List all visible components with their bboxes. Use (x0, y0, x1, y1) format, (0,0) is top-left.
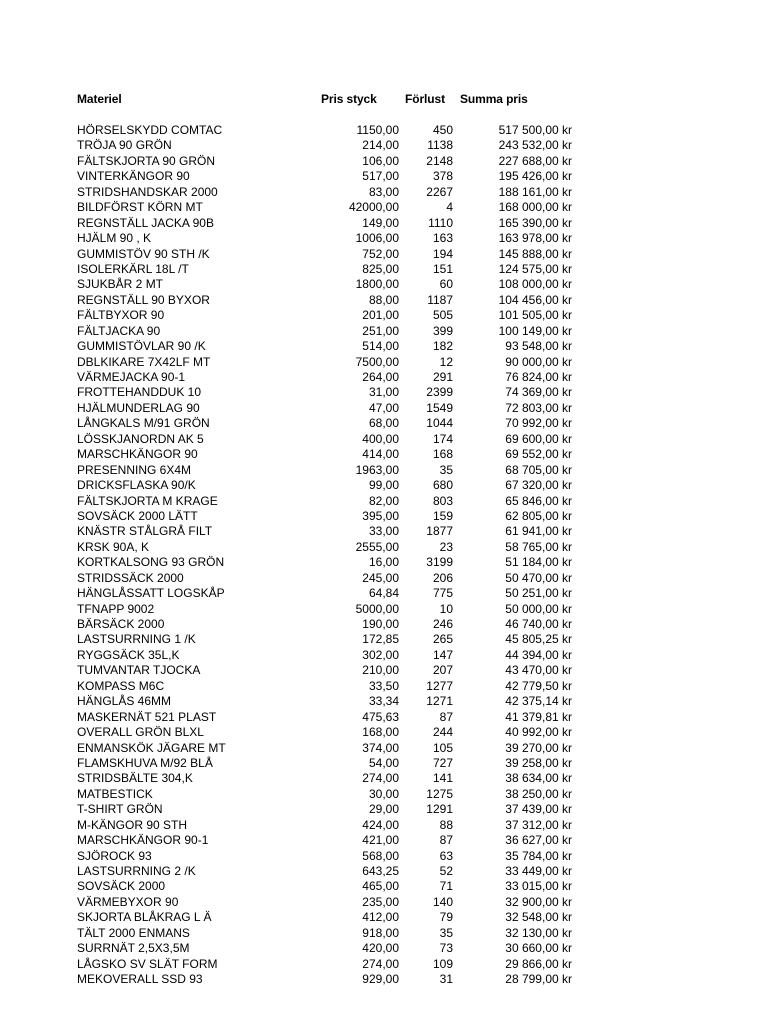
table-row (0, 293, 768, 308)
summa-pris-cell: 42 779,50 kr (505, 678, 572, 693)
materiel-cell: RYGGSÄCK 35L,K (77, 647, 180, 662)
forlust-cell: 151 (432, 261, 453, 276)
pris-styck-cell: 7500,00 (355, 354, 399, 369)
table-row (0, 154, 768, 169)
materiel-cell: LASTSURRNING 1 /K (77, 632, 196, 647)
materiel-cell: M-KÄNGOR 90 STH (77, 817, 188, 832)
pris-styck-cell: 33,34 (368, 694, 399, 709)
pris-styck-cell: 918,00 (362, 925, 399, 940)
summa-pris-cell: 39 270,00 kr (505, 740, 572, 755)
materiel-cell: TFNAPP 9002 (77, 601, 155, 616)
summa-pris-cell: 62 805,00 kr (505, 508, 572, 523)
materiel-cell: HÄNGLÅSSATT LOGSKÅP (77, 586, 225, 601)
forlust-cell: 291 (432, 370, 453, 384)
pris-styck-cell: 517,00 (362, 169, 399, 184)
pris-styck-cell: 475,63 (362, 709, 399, 724)
pris-styck-cell: 420,00 (362, 941, 399, 956)
materiel-cell: T-SHIRT GRÖN (77, 802, 163, 817)
materiel-cell: STRIDSBÄLTE 304,K (77, 771, 193, 786)
materiel-cell: HÖRSELSKYDD COMTAC (77, 123, 223, 137)
pris-styck-cell: 1006,00 (355, 231, 399, 246)
pris-styck-cell: 16,00 (368, 555, 399, 570)
pris-styck-cell: 421,00 (362, 833, 399, 848)
summa-pris-cell: 30 660,00 kr (505, 941, 572, 956)
summa-pris-cell: 43 470,00 kr (505, 663, 572, 678)
summa-pris-cell: 65 846,00 kr (505, 493, 572, 508)
summa-pris-cell: 44 394,00 kr (505, 647, 572, 662)
materiel-cell: PRESENNING 6X4M (77, 462, 192, 477)
summa-pris-cell: 93 548,00 kr (505, 339, 572, 354)
pris-styck-cell: 210,00 (362, 663, 399, 678)
table-row (0, 432, 768, 447)
table-row (0, 771, 768, 786)
table-row (0, 895, 768, 910)
pris-styck-cell: 33,50 (368, 678, 399, 693)
pris-styck-cell: 201,00 (362, 308, 399, 323)
table-row (0, 617, 768, 632)
materiel-cell: VÄRMEJACKA 90-1 (77, 370, 186, 384)
summa-pris-cell: 168 000,00 kr (498, 200, 572, 215)
pris-styck-cell: 400,00 (362, 431, 399, 446)
summa-pris-cell: 35 784,00 kr (505, 848, 572, 863)
pris-styck-cell: 412,00 (362, 910, 399, 925)
forlust-cell: 194 (432, 246, 453, 261)
pris-styck-cell: 106,00 (362, 153, 399, 168)
forlust-cell: 1138 (427, 138, 453, 153)
materiel-cell: MEKOVERALL SSD 93 (77, 972, 203, 987)
summa-pris-cell: 165 390,00 kr (498, 215, 572, 230)
table-row (0, 555, 768, 570)
forlust-cell: 265 (432, 632, 453, 647)
materiel-cell: KORTKALSONG 93 GRÖN (77, 555, 225, 570)
table-row (0, 463, 768, 478)
forlust-cell: 105 (432, 740, 453, 755)
table-row (0, 741, 768, 756)
summa-pris-cell: 29 866,00 kr (505, 956, 572, 971)
forlust-cell: 147 (432, 647, 453, 662)
forlust-cell: 168 (432, 447, 453, 462)
forlust-cell: 2148 (426, 153, 453, 168)
forlust-cell: 4 (446, 200, 453, 215)
pris-styck-cell: 752,00 (362, 246, 399, 261)
header-pris-styck: Pris styck (321, 92, 377, 106)
materiel-cell: ENMANSKÖK JÄGARE MT (77, 740, 226, 755)
table-row (0, 540, 768, 555)
forlust-cell: 159 (432, 508, 453, 523)
forlust-cell: 87 (439, 833, 453, 848)
forlust-cell: 378 (432, 169, 453, 184)
materiel-cell: FÄLTBYXOR 90 (77, 308, 165, 323)
pris-styck-cell: 374,00 (362, 740, 399, 755)
table-row (0, 494, 768, 509)
summa-pris-cell: 37 312,00 kr (505, 817, 572, 832)
table-row (0, 185, 768, 200)
table-row (0, 571, 768, 586)
materiel-cell: REGNSTÄLL JACKA 90B (77, 215, 214, 230)
summa-pris-cell: 101 505,00 kr (498, 308, 572, 323)
summa-pris-cell: 38 250,00 kr (505, 786, 572, 801)
pris-styck-cell: 172,85 (362, 632, 399, 647)
materiel-cell: STRIDSHANDSKAR 2000 (77, 184, 218, 199)
forlust-cell: 79 (439, 910, 453, 925)
materiel-cell: MARSCHKÄNGOR 90 (77, 447, 198, 462)
materiel-table (0, 123, 768, 988)
table-row (0, 756, 768, 771)
summa-pris-cell: 51 184,00 kr (505, 555, 572, 570)
summa-pris-cell: 67 320,00 kr (505, 478, 572, 493)
summa-pris-cell: 37 439,00 kr (505, 802, 572, 817)
pris-styck-cell: 5000,00 (355, 601, 399, 616)
summa-pris-cell: 41 379,81 kr (505, 709, 572, 724)
table-row (0, 123, 768, 138)
forlust-cell: 163 (432, 231, 453, 246)
materiel-cell: GUMMISTÖVLAR 90 /K (77, 339, 206, 354)
table-row (0, 262, 768, 277)
materiel-cell: VÄRMEBYXOR 90 (77, 894, 179, 909)
pris-styck-cell: 395,00 (362, 508, 399, 523)
header-summa-pris: Summa pris (460, 92, 528, 106)
forlust-cell: 2267 (426, 184, 453, 199)
forlust-cell: 206 (432, 570, 453, 585)
materiel-cell: REGNSTÄLL 90 BYXOR (77, 292, 210, 307)
summa-pris-cell: 36 627,00 kr (505, 833, 572, 848)
table-row (0, 802, 768, 817)
pris-styck-cell: 465,00 (362, 879, 399, 894)
summa-pris-cell: 227 688,00 kr (498, 153, 572, 168)
summa-pris-cell: 145 888,00 kr (498, 246, 572, 261)
pris-styck-cell: 149,00 (362, 215, 399, 230)
summa-pris-cell: 163 978,00 kr (498, 231, 572, 246)
table-row (0, 355, 768, 370)
table-row (0, 972, 768, 987)
summa-pris-cell: 28 799,00 kr (505, 972, 572, 987)
summa-pris-cell: 45 805,25 kr (505, 632, 572, 647)
table-row (0, 694, 768, 709)
pris-styck-cell: 2555,00 (355, 539, 399, 554)
materiel-cell: OVERALL GRÖN BLXL (77, 725, 204, 740)
table-row (0, 941, 768, 956)
table-row (0, 231, 768, 246)
table-row (0, 339, 768, 354)
summa-pris-cell: 50 251,00 kr (505, 586, 572, 601)
table-row (0, 478, 768, 493)
table-row (0, 324, 768, 339)
summa-pris-cell: 38 634,00 kr (505, 771, 572, 786)
table-row (0, 787, 768, 802)
summa-pris-cell: 32 900,00 kr (505, 894, 572, 909)
summa-pris-cell: 39 258,00 kr (505, 755, 572, 770)
materiel-cell: SJÖROCK 93 (77, 848, 152, 863)
forlust-cell: 73 (439, 941, 453, 956)
pris-styck-cell: 424,00 (362, 817, 399, 832)
materiel-cell: LÅNGKALS M/91 GRÖN (77, 416, 210, 431)
forlust-cell: 23 (439, 539, 453, 554)
materiel-cell: KOMPASS M6C (77, 678, 165, 693)
pris-styck-cell: 414,00 (362, 447, 399, 462)
summa-pris-cell: 70 992,00 kr (505, 416, 572, 431)
pris-styck-cell: 168,00 (362, 725, 399, 740)
materiel-cell: TRÖJA 90 GRÖN (77, 138, 172, 153)
forlust-cell: 207 (432, 663, 453, 678)
summa-pris-cell: 68 705,00 kr (505, 462, 572, 477)
forlust-cell: 10 (439, 601, 453, 616)
pris-styck-cell: 82,00 (368, 493, 399, 508)
materiel-cell: FÄLTSKJORTA M KRAGE (77, 493, 218, 508)
summa-pris-cell: 517 500,00 kr (498, 123, 572, 137)
pris-styck-cell: 264,00 (362, 370, 399, 384)
summa-pris-cell: 76 824,00 kr (505, 370, 572, 384)
forlust-cell: 1291 (426, 802, 453, 817)
table-row (0, 416, 768, 431)
materiel-cell: FÄLTJACKA 90 (77, 323, 161, 338)
materiel-cell: ISOLERKÄRL 18L /T (77, 261, 189, 276)
summa-pris-cell: 108 000,00 kr (498, 277, 572, 292)
pris-styck-cell: 190,00 (362, 617, 399, 631)
pris-styck-cell: 83,00 (368, 184, 399, 199)
pris-styck-cell: 568,00 (362, 848, 399, 863)
summa-pris-cell: 74 369,00 kr (505, 385, 572, 400)
forlust-cell: 1277 (426, 678, 453, 693)
forlust-cell: 246 (432, 617, 453, 631)
table-row (0, 926, 768, 941)
summa-pris-cell: 33 449,00 kr (505, 864, 572, 878)
table-row (0, 370, 768, 385)
pris-styck-cell: 47,00 (368, 400, 399, 415)
summa-pris-cell: 69 552,00 kr (505, 447, 572, 462)
materiel-cell: TUMVANTAR TJOCKA (77, 663, 201, 678)
forlust-cell: 140 (432, 894, 453, 909)
forlust-cell: 399 (432, 323, 453, 338)
summa-pris-cell: 104 456,00 kr (498, 292, 572, 307)
summa-pris-cell: 195 426,00 kr (498, 169, 572, 184)
materiel-cell: SURRNÄT 2,5X3,5M (77, 941, 190, 956)
pris-styck-cell: 274,00 (362, 771, 399, 786)
summa-pris-cell: 33 015,00 kr (505, 879, 572, 894)
table-row (0, 725, 768, 740)
forlust-cell: 1187 (427, 292, 453, 307)
materiel-cell: HJÄLMUNDERLAG 90 (77, 400, 200, 415)
table-row (0, 879, 768, 894)
pris-styck-cell: 54,00 (368, 755, 399, 770)
forlust-cell: 727 (432, 755, 453, 770)
table-row (0, 710, 768, 725)
table-row (0, 401, 768, 416)
materiel-cell: DRICKSFLASKA 90/K (77, 478, 196, 493)
materiel-cell: SOVSÄCK 2000 (77, 879, 166, 894)
pris-styck-cell: 929,00 (362, 972, 399, 987)
table-row (0, 663, 768, 678)
forlust-cell: 1271 (426, 694, 453, 709)
forlust-cell: 1275 (426, 786, 453, 801)
table-row (0, 138, 768, 153)
pris-styck-cell: 1963,00 (355, 462, 399, 477)
materiel-cell: LÅGSKO SV SLÄT FORM (77, 956, 218, 971)
forlust-cell: 1549 (426, 400, 453, 415)
pris-styck-cell: 29,00 (368, 802, 399, 817)
pris-styck-cell: 31,00 (368, 385, 399, 400)
materiel-cell: FROTTEHANDDUK 10 (77, 385, 202, 400)
summa-pris-cell: 243 532,00 kr (498, 138, 572, 153)
table-row (0, 910, 768, 925)
forlust-cell: 182 (432, 339, 453, 354)
materiel-cell: LASTSURRNING 2 /K (77, 864, 196, 878)
table-row (0, 602, 768, 617)
table-row (0, 586, 768, 601)
summa-pris-cell: 32 130,00 kr (505, 925, 572, 940)
summa-pris-cell: 42 375,14 kr (505, 694, 572, 709)
pris-styck-cell: 251,00 (362, 323, 399, 338)
forlust-cell: 88 (439, 817, 453, 832)
table-row (0, 447, 768, 462)
summa-pris-cell: 46 740,00 kr (505, 617, 572, 631)
materiel-cell: FLAMSKHUVA M/92 BLÅ (77, 755, 213, 770)
forlust-cell: 450 (432, 123, 453, 137)
forlust-cell: 141 (432, 771, 453, 786)
summa-pris-cell: 69 600,00 kr (505, 431, 572, 446)
summa-pris-cell: 50 000,00 kr (505, 601, 572, 616)
table-row (0, 200, 768, 215)
table-row (0, 648, 768, 663)
summa-pris-cell: 32 548,00 kr (505, 910, 572, 925)
pris-styck-cell: 64,84 (368, 586, 399, 601)
forlust-cell: 174 (432, 431, 453, 446)
pris-styck-cell: 302,00 (362, 647, 399, 662)
materiel-cell: SKJORTA BLÅKRAG L Ä (77, 910, 212, 925)
forlust-cell: 2399 (426, 385, 453, 400)
materiel-cell: HJÄLM 90 , K (77, 231, 152, 246)
summa-pris-cell: 58 765,00 kr (505, 539, 572, 554)
summa-pris-cell: 100 149,00 kr (498, 323, 572, 338)
table-row (0, 833, 768, 848)
materiel-cell: BÄRSÄCK 2000 (77, 617, 165, 631)
pris-styck-cell: 42000,00 (348, 200, 399, 215)
summa-pris-cell: 90 000,00 kr (505, 354, 572, 369)
materiel-cell: KRSK 90A, K (77, 539, 150, 554)
pris-styck-cell: 245,00 (362, 570, 399, 585)
materiel-cell: MASKERNÄT 521 PLAST (77, 709, 217, 724)
table-row (0, 524, 768, 539)
table-row (0, 216, 768, 231)
materiel-cell: LÖSSKJANORDN AK 5 (77, 431, 204, 446)
pris-styck-cell: 825,00 (362, 261, 399, 276)
forlust-cell: 60 (439, 277, 453, 292)
forlust-cell: 12 (439, 354, 453, 369)
table-row (0, 679, 768, 694)
table-row (0, 957, 768, 972)
materiel-cell: STRIDSSÄCK 2000 (77, 570, 184, 585)
materiel-cell: VINTERKÄNGOR 90 (77, 169, 190, 184)
forlust-cell: 1110 (428, 215, 453, 230)
summa-pris-cell: 40 992,00 kr (505, 725, 572, 740)
pris-styck-cell: 68,00 (368, 416, 399, 431)
table-row (0, 632, 768, 647)
pris-styck-cell: 88,00 (368, 292, 399, 307)
pris-styck-cell: 33,00 (368, 524, 399, 539)
materiel-cell: DBLKIKARE 7X42LF MT (77, 354, 211, 369)
summa-pris-cell: 124 575,00 kr (498, 261, 572, 276)
table-row (0, 849, 768, 864)
forlust-cell: 775 (432, 586, 453, 601)
materiel-cell: SJUKBÅR 2 MT (77, 277, 164, 292)
materiel-cell: BILDFÖRST KÖRN MT (77, 200, 203, 215)
table-row (0, 818, 768, 833)
materiel-cell: GUMMISTÖV 90 STH /K (77, 246, 210, 261)
forlust-cell: 803 (432, 493, 453, 508)
table-row (0, 509, 768, 524)
forlust-cell: 505 (432, 308, 453, 323)
materiel-cell: FÄLTSKJORTA 90 GRÖN (77, 153, 216, 168)
table-row (0, 864, 768, 879)
table-row (0, 308, 768, 323)
pris-styck-cell: 235,00 (362, 894, 399, 909)
forlust-cell: 35 (439, 925, 453, 940)
materiel-cell: MATBESTICK (77, 786, 153, 801)
forlust-cell: 109 (432, 956, 453, 971)
summa-pris-cell: 72 803,00 kr (505, 400, 572, 415)
pris-styck-cell: 214,00 (362, 138, 399, 153)
forlust-cell: 35 (439, 462, 453, 477)
pris-styck-cell: 643,25 (362, 864, 399, 878)
pris-styck-cell: 274,00 (362, 956, 399, 971)
forlust-cell: 71 (439, 879, 453, 894)
table-row (0, 247, 768, 262)
pris-styck-cell: 99,00 (368, 478, 399, 493)
table-row (0, 169, 768, 184)
materiel-cell: MARSCHKÄNGOR 90-1 (77, 833, 209, 848)
forlust-cell: 1877 (426, 524, 453, 539)
forlust-cell: 3199 (426, 555, 453, 570)
header-forlust: Förlust (405, 92, 445, 106)
pris-styck-cell: 30,00 (368, 786, 399, 801)
forlust-cell: 680 (432, 478, 453, 493)
forlust-cell: 63 (439, 848, 453, 863)
summa-pris-cell: 50 470,00 kr (505, 570, 572, 585)
summa-pris-cell: 188 161,00 kr (498, 184, 572, 199)
materiel-cell: SOVSÄCK 2000 LÄTT (77, 508, 198, 523)
pris-styck-cell: 514,00 (362, 339, 399, 354)
forlust-cell: 1044 (426, 416, 453, 431)
forlust-cell: 87 (439, 709, 453, 724)
materiel-cell: HÄNGLÅS 46MM (77, 694, 172, 709)
forlust-cell: 31 (439, 972, 453, 987)
forlust-cell: 244 (432, 725, 453, 740)
forlust-cell: 52 (439, 864, 453, 878)
table-row (0, 277, 768, 292)
materiel-cell: TÄLT 2000 ENMANS (77, 925, 190, 940)
header-materiel: Materiel (77, 92, 122, 106)
pris-styck-cell: 1150,00 (356, 123, 399, 137)
table-row (0, 385, 768, 400)
pris-styck-cell: 1800,00 (355, 277, 399, 292)
summa-pris-cell: 61 941,00 kr (505, 524, 572, 539)
materiel-cell: KNÄSTR STÅLGRÅ FILT (77, 524, 213, 539)
